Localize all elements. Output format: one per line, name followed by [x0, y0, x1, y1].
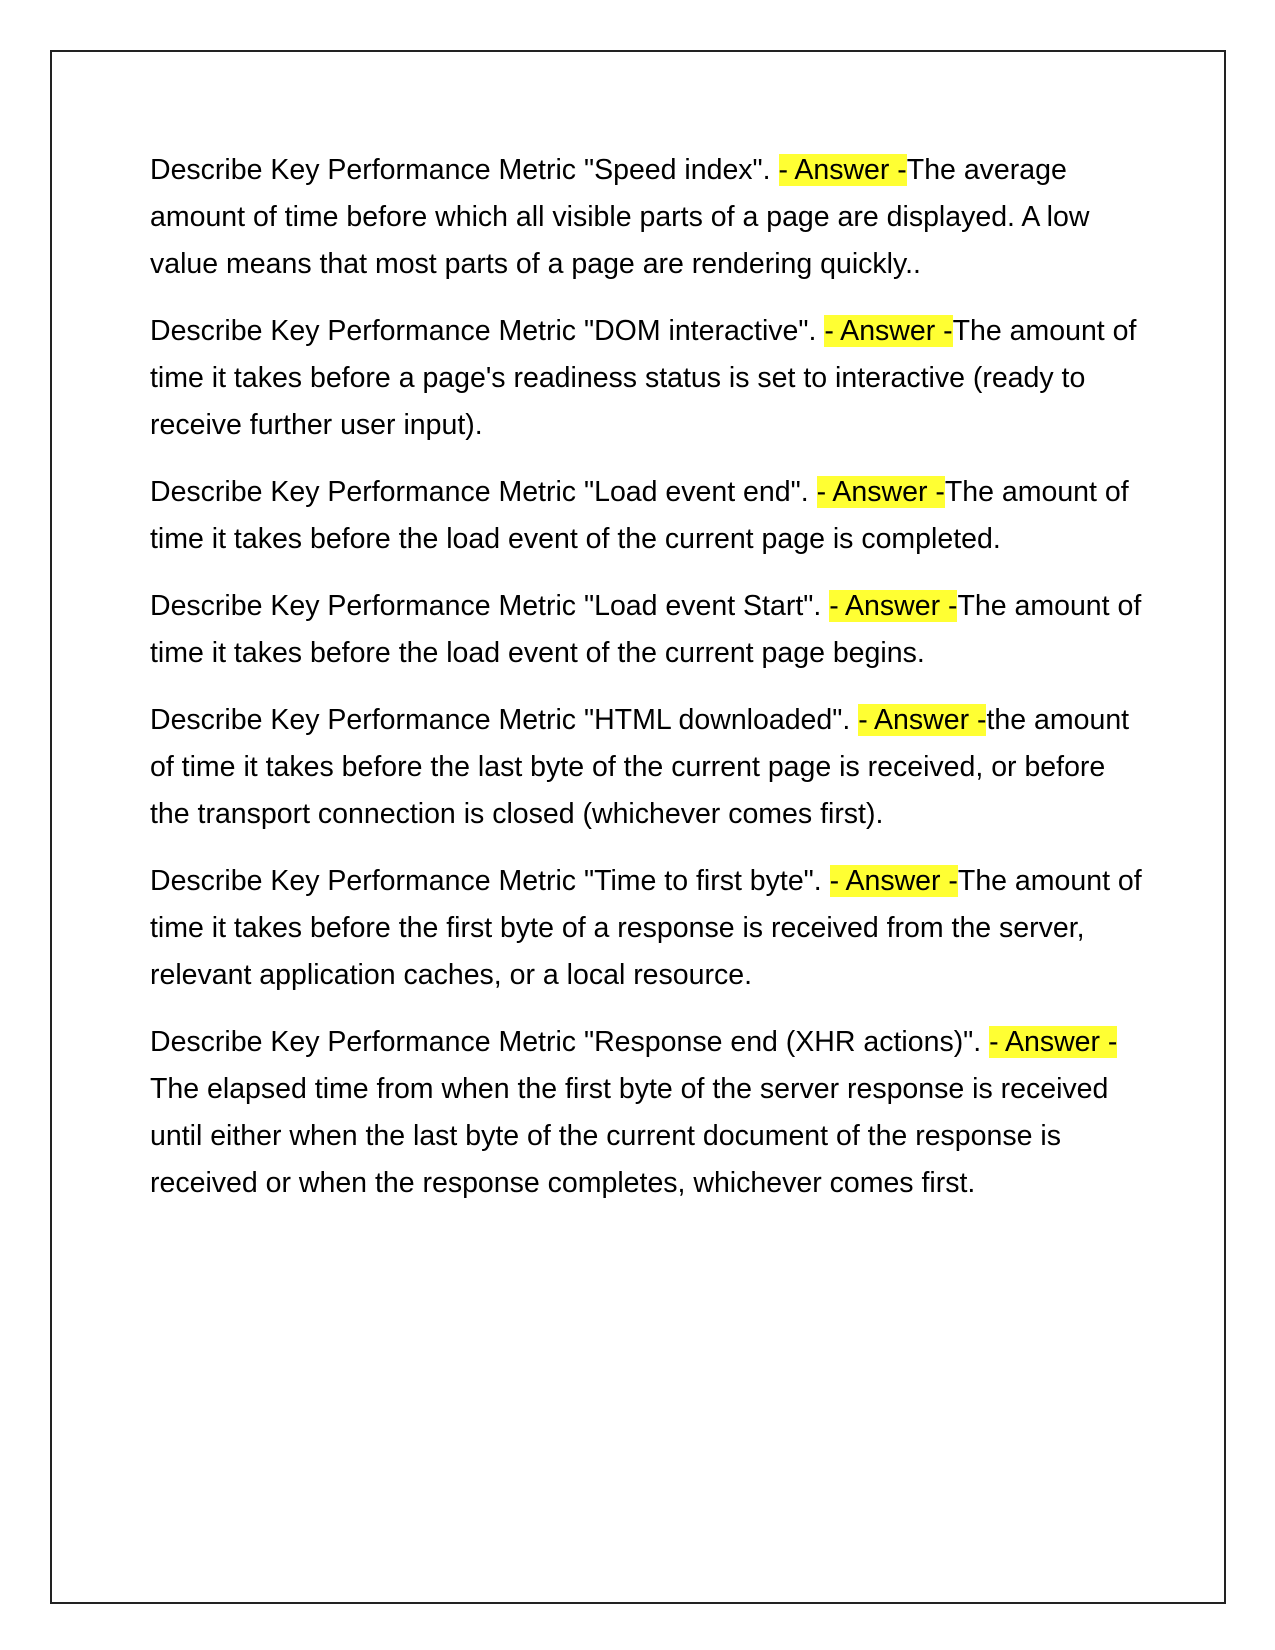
qa-item-html-downloaded [150, 697, 1150, 838]
qa-item-time-to-first-byte [150, 858, 1150, 999]
question-text: Describe Key Performance Metric "Time to first byte". [150, 865, 830, 897]
answer-text: The average amount of time before which all visible parts of a page are displayed. A low value means that most parts of a page are rendering quickly.. [150, 154, 1090, 280]
answer-tag: - Answer - [778, 154, 907, 186]
answer-tag: - Answer - [829, 590, 958, 622]
answer-text: The elapsed time from when the first byte of the server response is received until either when the last byte of the current document of the response is received or when the response completes, whichever comes first. [150, 1073, 1109, 1199]
answer-tag: - Answer - [858, 704, 987, 736]
question-text: Describe Key Performance Metric "HTML downloaded". [150, 704, 859, 736]
answer-tag: - Answer - [816, 476, 945, 508]
answer-text: The amount of time it takes before the first byte of a response is received from the server, relevant application caches, or a local resource. [150, 865, 1142, 991]
answer-tag: - Answer - [824, 315, 953, 347]
question-text: Describe Key Performance Metric "Load event Start". [150, 590, 830, 622]
qa-item-dom-interactive [150, 308, 1150, 449]
question-text: Describe Key Performance Metric "Speed index". [150, 154, 779, 186]
qa-item-load-event-end [150, 469, 1150, 563]
document-body [150, 147, 1150, 1227]
question-text: Describe Key Performance Metric "Load event end". [150, 476, 817, 508]
qa-item-response-end [150, 1019, 1150, 1207]
question-text: Describe Key Performance Metric "DOM interactive". [150, 315, 825, 347]
answer-text: The amount of time it takes before the load event of the current page is completed. [150, 476, 1129, 555]
answer-tag: - Answer - [829, 865, 958, 897]
answer-text: the amount of time it takes before the last byte of the current page is received, or before the transport connection is closed (whichever comes first). [150, 704, 1130, 830]
qa-item-speed-index [150, 147, 1150, 288]
question-text: Describe Key Performance Metric "Response end (XHR actions)". [150, 1026, 990, 1058]
qa-item-load-event-start [150, 583, 1150, 677]
answer-text: The amount of time it takes before a page's readiness status is set to interactive (ready to receive further user input). [150, 315, 1137, 441]
answer-text: The amount of time it takes before the load event of the current page begins. [150, 590, 1142, 669]
answer-tag: - Answer - [989, 1026, 1118, 1058]
